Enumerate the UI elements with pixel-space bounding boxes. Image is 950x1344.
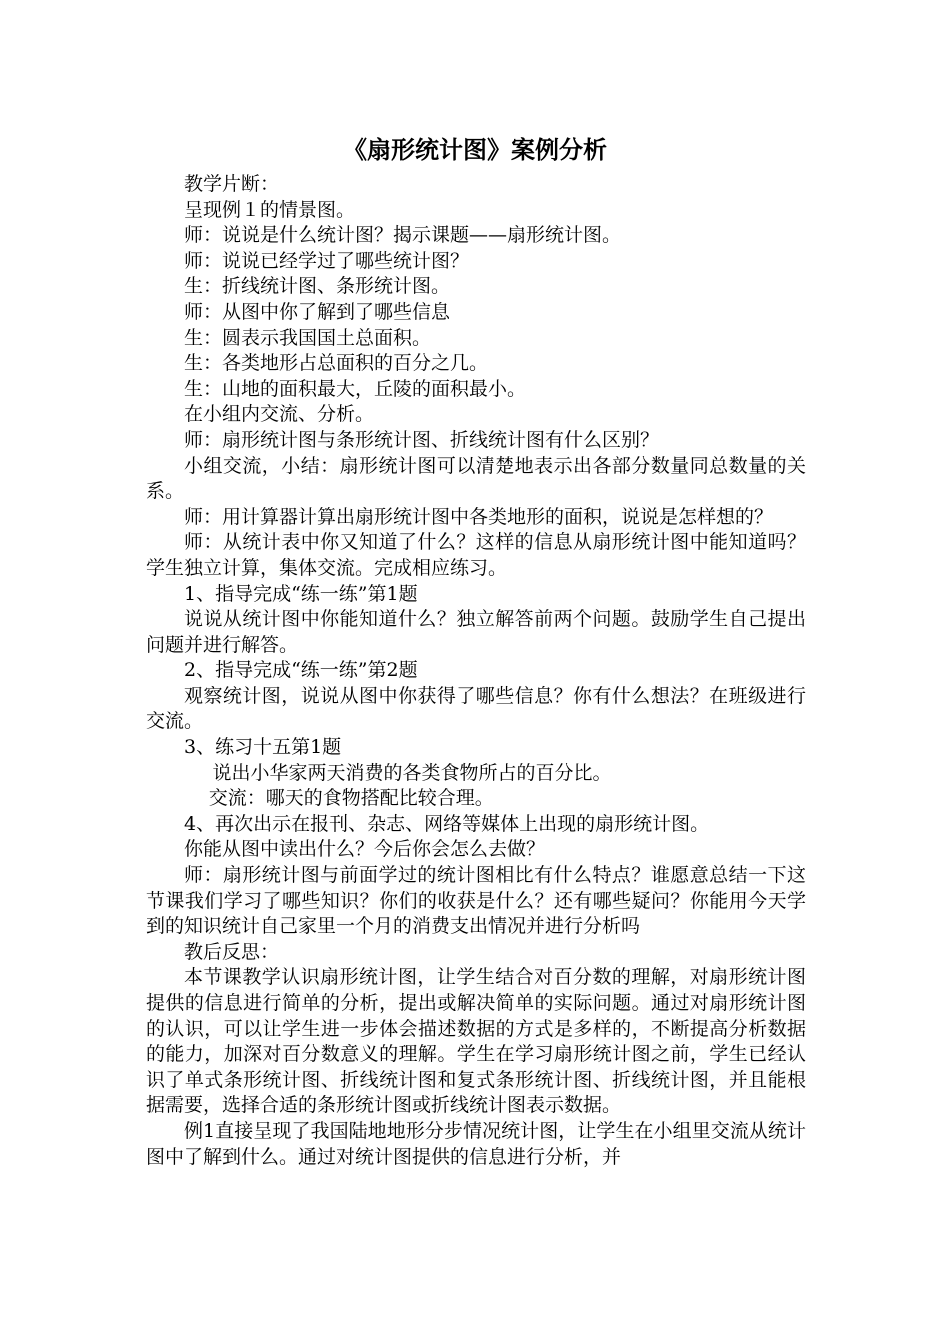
paragraph: 观察统计图，说说从图中你获得了哪些信息？你有什么想法？在班级进行交流。 bbox=[146, 684, 806, 733]
paragraph: 说出小华家两天消费的各类食物所占的百分比。 bbox=[212, 761, 612, 784]
paragraph: 师：说说已经学过了哪些统计图？ bbox=[184, 249, 470, 272]
paragraph: 生：山地的面积最大，丘陵的面积最小。 bbox=[184, 377, 527, 400]
section-heading: 教后反思： bbox=[184, 940, 280, 963]
paragraph: 小组交流，小结：扇形统计图可以清楚地表示出各部分数量同总数量的关系。 bbox=[146, 454, 806, 503]
paragraph: 本节课教学认识扇形统计图，让学生结合对百分数的理解，对扇形统计图提供的信息进行简单的分析，提出或解决简单的实际问题。通过对扇形统计图的认识，可以让学生进一步体会描述数据的方式是多样的，不断提高分析数据的能力，加深对百分数意义的理解。学生在学习扇形统计图之前，学生已经认识了单式条形统计图、折线统计图和复式条形统计图、折线统计图，并且能根据需要，选择合适的条形统计图或折线统计图表示数据。 bbox=[146, 966, 806, 1117]
list-item: 1、指导完成“练一练”第1题 bbox=[184, 582, 418, 605]
paragraph: 教学片断： bbox=[184, 173, 280, 195]
paragraph: 说说从统计图中你能知道什么？独立解答前两个问题。鼓励学生自己提出问题并进行解答。 bbox=[146, 608, 806, 656]
list-item: 4、再次出示在报刊、杂志、网络等媒体上出现的扇形统计图。 bbox=[184, 812, 710, 835]
list-item: 2、指导完成“练一练”第2题 bbox=[184, 659, 418, 682]
document-title: 《扇形统计图》案例分析 bbox=[343, 136, 607, 164]
paragraph: 呈现例１的情景图。 bbox=[184, 198, 356, 221]
paragraph: 师：说说是什么统计图？揭示课题——扇形统计图。 bbox=[184, 224, 622, 247]
paragraph: 生：折线统计图、条形统计图。 bbox=[184, 275, 451, 298]
paragraph: 师：从统计表中你又知道了什么？这样的信息从扇形统计图中能知道吗？学生独立计算，集体交流。完成相应练习。 bbox=[146, 531, 806, 579]
paragraph: 生：圆表示我国国土总面积。 bbox=[184, 326, 432, 349]
list-item: 3、练习十五第1题 bbox=[184, 736, 342, 759]
paragraph: 师：用计算器计算出扇形统计图中各类地形的面积，说说是怎样想的？ bbox=[184, 505, 774, 528]
paragraph: 师：扇形统计图与条形统计图、折线统计图有什么区别？ bbox=[184, 428, 660, 451]
paragraph: 在小组内交流、分析。 bbox=[184, 403, 375, 426]
paragraph: 交流：哪天的食物搭配比较合理。 bbox=[208, 787, 494, 810]
document-body bbox=[146, 172, 806, 1170]
paragraph: 师：从图中你了解到了哪些信息 bbox=[184, 300, 451, 323]
paragraph: 例1直接呈现了我国陆地地形分步情况统计图，让学生在小组里交流从统计图中了解到什么。通过对统计图提供的信息进行分析，并 bbox=[146, 1119, 806, 1168]
paragraph: 你能从图中读出什么？今后你会怎么去做？ bbox=[184, 838, 546, 861]
paragraph: 师：扇形统计图与前面学过的统计图相比有什么特点？谁愿意总结一下这节课我们学习了哪些知识？你们的收获是什么？还有哪些疑问？你能用今天学到的知识统计自己家里一个月的消费支出情况并进行分析吗 bbox=[146, 864, 806, 938]
paragraph: 生：各类地形占总面积的百分之几。 bbox=[184, 352, 489, 375]
